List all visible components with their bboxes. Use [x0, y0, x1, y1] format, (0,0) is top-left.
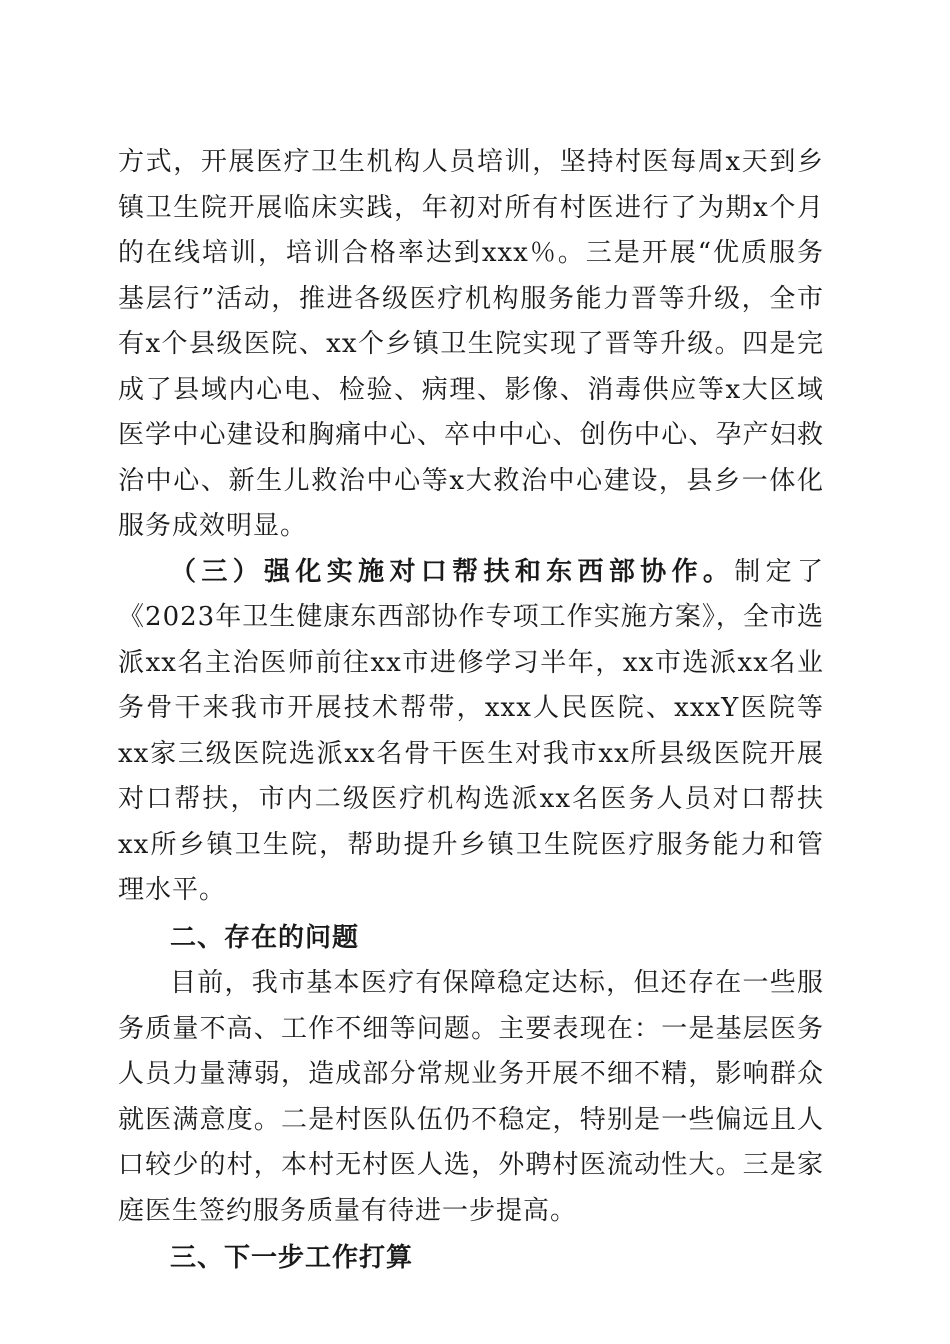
problems-paragraph: 目前，我市基本医疗有保障稳定达标，但还存在一些服务质量不高、工作不细等问题。主要表现在：一是基层医务人员力量薄弱，造成部分常规业务开展不细不精，影响群众就医满意度。二是村医队伍仍不稳定，特别是一些偏远且人口较少的村，本村无村医人选，外聘村医流动性大。三是家庭医生签约服务质量有待进一步提高。 [118, 968, 824, 1226]
section-3-paragraph [118, 550, 824, 914]
section-3-lead: （三）强化实施对口帮扶和东西部协作。 [170, 556, 735, 587]
heading-next-steps: 三、下一步工作打算 [170, 1243, 414, 1273]
section-3-body: 制定了《2023年卫生健康东西部协作专项工作实施方案》，全市选派xx名主治医师前往xx市进修学习半年，xx市选派xx名业务骨干来我市开展技术帮带，xxx人民医院、xxxY医院等xx家三级医院选派xx名骨干医生对我市xx所县级医院开展对口帮扶，市内二级医疗机构选派xx名医务人员对口帮扶xx所乡镇卫生院，帮助提升乡镇卫生院医疗服务能力和管理水平。 [118, 556, 824, 905]
continued-paragraph: 方式，开展医疗卫生机构人员培训，坚持村医每周x天到乡镇卫生院开展临床实践，年初对所有村医进行了为期x个月的在线培训，培训合格率达到xxx％。三是开展“优质服务基层行”活动，推进各级医疗机构服务能力晋等升级，全市有x个县级医院、xx个乡镇卫生院实现了晋等升级。四是完成了县域内心电、检验、病理、影像、消毒供应等x大区域医学中心建设和胸痛中心、卒中中心、创伤中心、孕产妇救治中心、新生儿救治中心等x大救治中心建设，县乡一体化服务成效明显。 [118, 147, 824, 541]
heading-problems: 二、存在的问题 [170, 922, 360, 953]
document-page [118, 140, 824, 1282]
